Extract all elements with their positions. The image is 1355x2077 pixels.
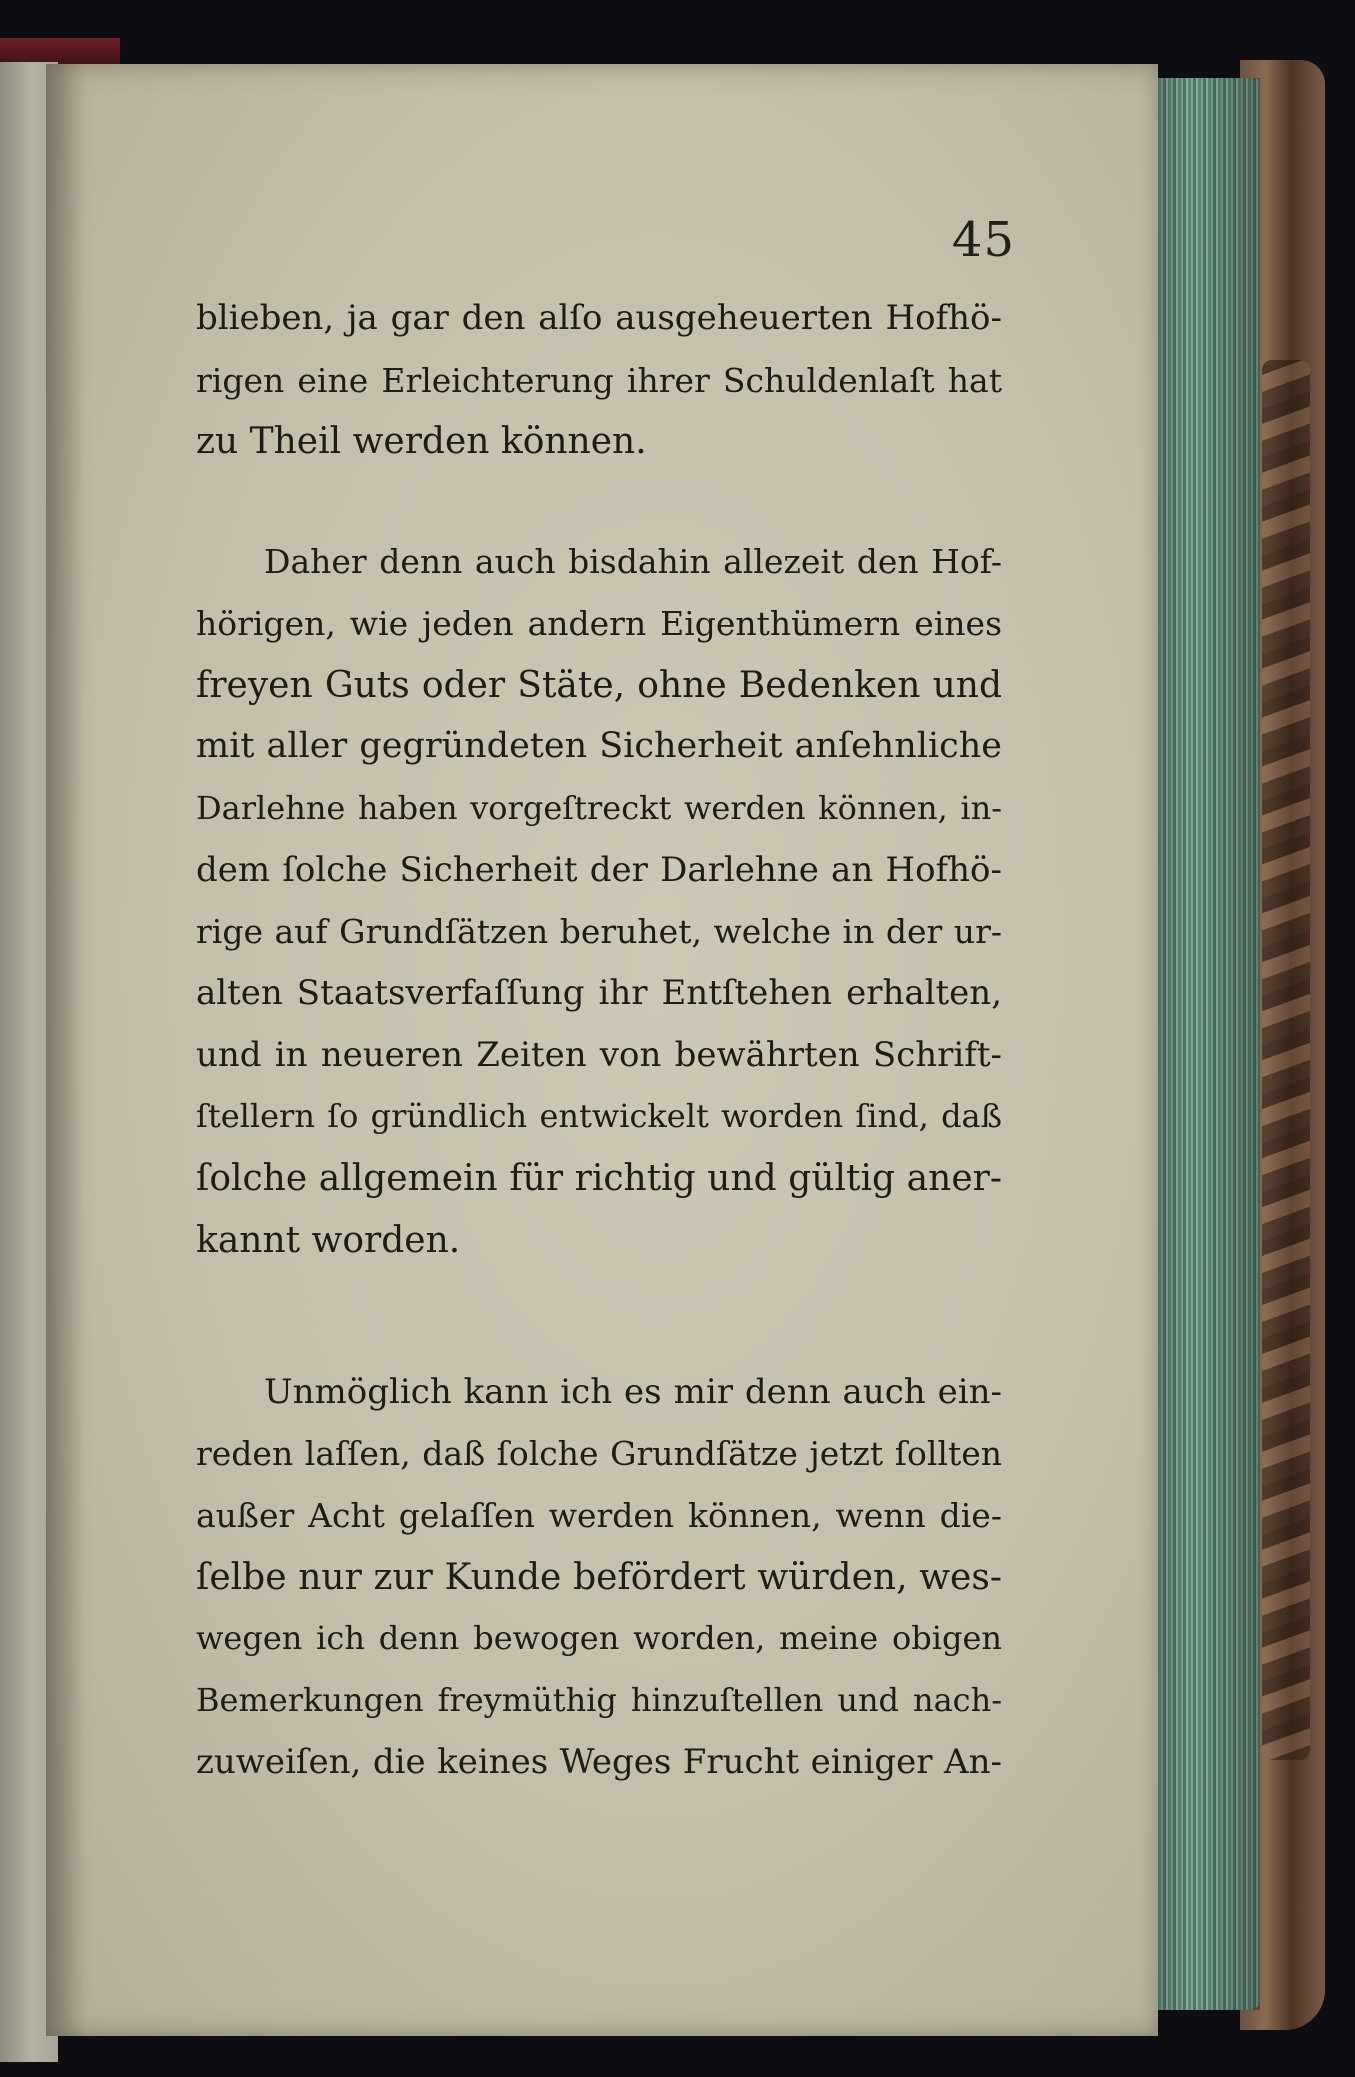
text-line: mit aller gegründeten Sicherheit anſehnliche [196,726,1002,767]
text-line: dem ſolche Sicherheit der Darlehne an Hofhö- [196,849,1002,890]
text-line: rige auf Grundſätzen beruhet, welche in der ur- [196,912,1002,952]
text-line: wegen ich denn bewogen worden, meine obigen [196,1619,1002,1658]
text-line: kannt worden. [196,1219,461,1261]
paragraph-2 [196,531,1002,1271]
text-line: Unmöglich kann ich es mir denn auch ein- [264,1371,1002,1412]
page-edges-shade [1148,78,1260,2010]
paragraph-3 [196,1362,1002,1794]
text-line: Bemerkungen freymüthig hinzuſtellen und nach- [196,1681,1002,1720]
page-number: 45 [951,212,1015,268]
text-line: rigen eine Erleichterung ihrer Schuldenlaſt hat [196,360,1002,400]
text-line: blieben, ja gar den alſo ausgeheuerten Hofhö- [196,298,1002,338]
text-line: reden laſſen, daß ſolche Grundſätze jetzt ſollten [196,1434,1002,1474]
paragraph-1 [196,288,1002,473]
text-line: freyen Guts oder Stäte, ohne Bedenken und [196,664,1002,706]
text-line: außer Acht gelaſſen werden können, wenn die- [196,1495,1002,1535]
gutter-shadow [46,64,86,2036]
text-line: zu Theil werden können. [196,421,647,463]
cover-marbling [1262,360,1310,1760]
text-line: hörigen, wie jeden andern Eigenthümern eines [196,603,1002,643]
text-line: ſelbe nur zur Kunde befördert würden, wes- [196,1556,1002,1598]
text-line: alten Staatsverfaſſung ihr Entſtehen erhalten, [196,973,1002,1014]
text-line: Darlehne haben vorgeſtreckt werden können, in- [196,788,1002,827]
text-line: ſolche allgemein für richtig und gültig aner- [196,1158,1002,1200]
text-line: Daher denn auch bisdahin allezeit den Hof- [264,542,1002,582]
paragraph-gap [196,1272,1002,1362]
page-text [196,288,1002,1793]
paragraph-gap [196,473,1002,531]
text-line: ſtellern ſo gründlich entwickelt worden ſind, daß [196,1097,1002,1136]
text-line: und in neueren Zeiten von bewährten Schrift- [196,1034,1002,1075]
text-line: zuweiſen, die keines Weges Frucht einiger An- [196,1741,1002,1782]
